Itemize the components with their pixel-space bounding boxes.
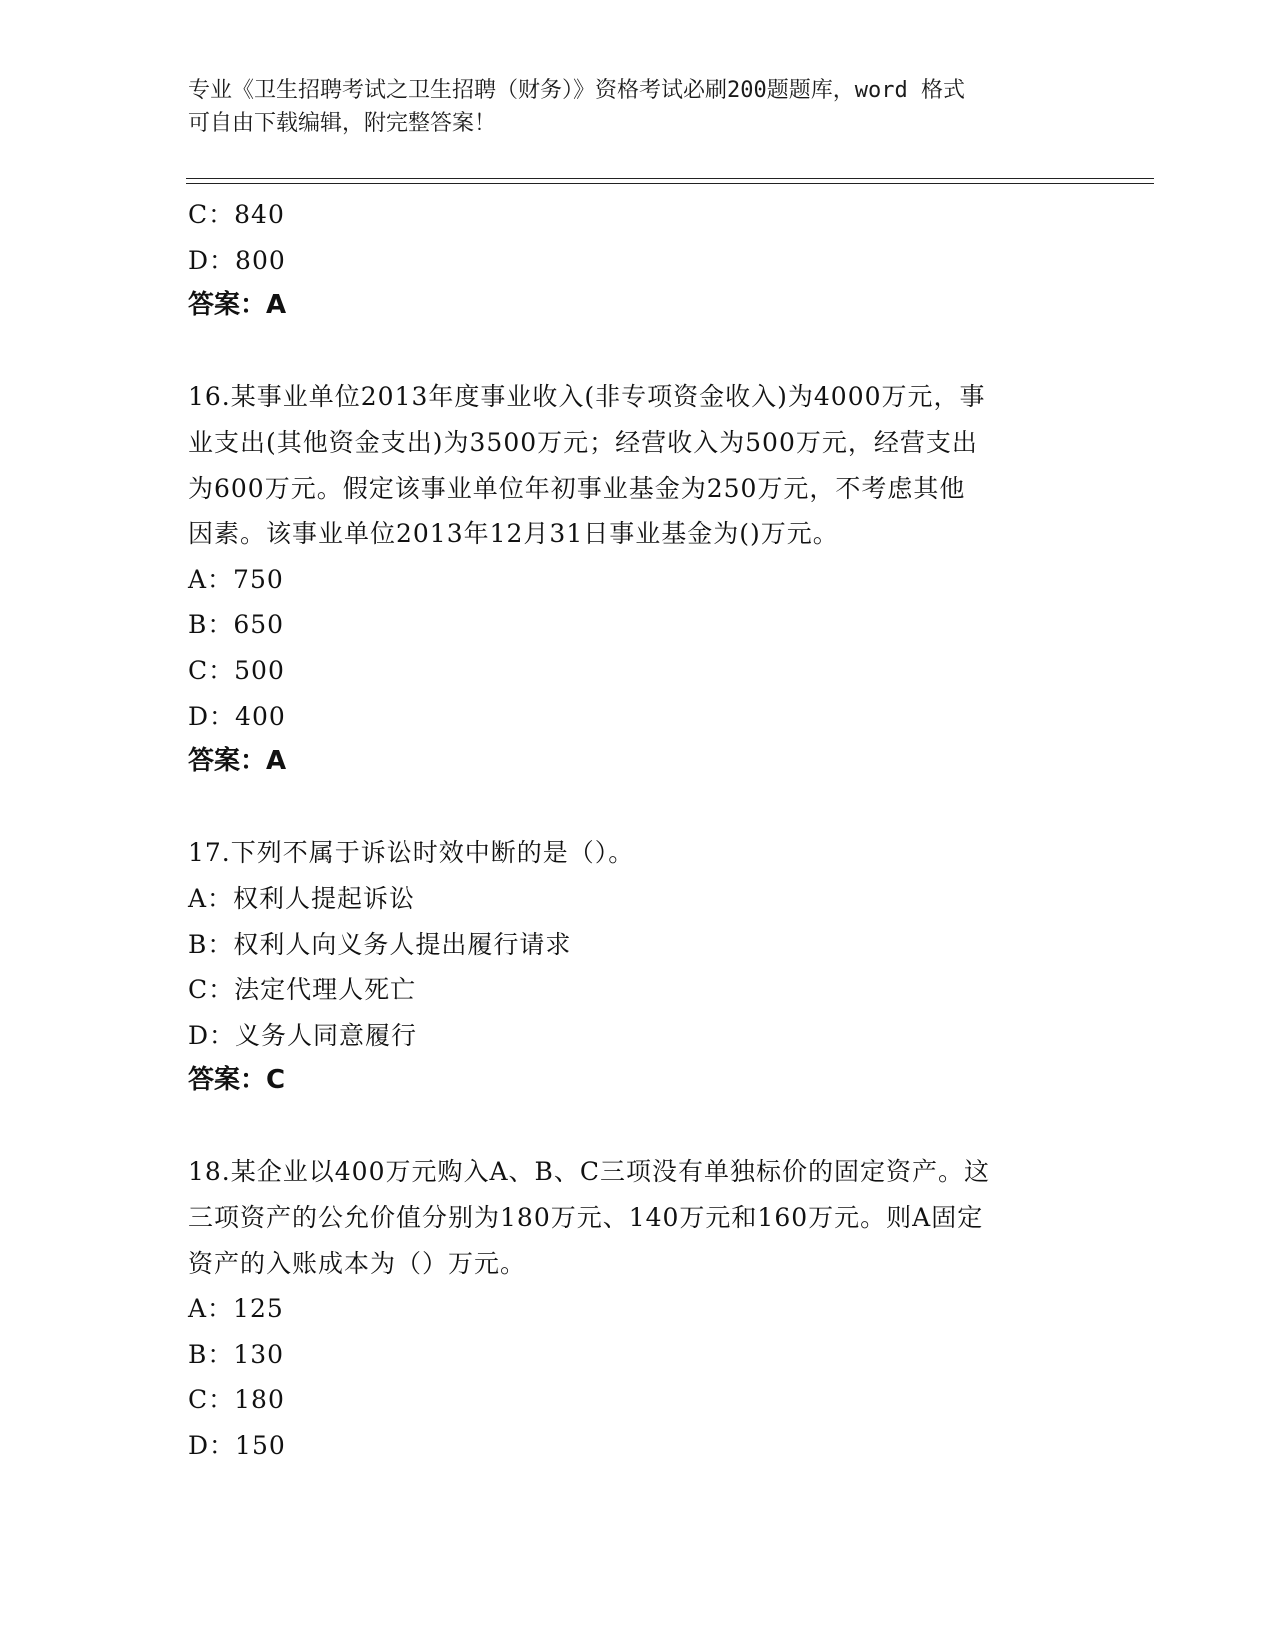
question-15-tail [188, 192, 1088, 329]
spacer [188, 1104, 1088, 1150]
option-b: B：130 [188, 1339, 285, 1369]
option-d: D：义务人同意履行 [188, 1020, 418, 1050]
option-c: C：840 [188, 200, 285, 229]
question-17 [188, 830, 1088, 1104]
document-header [188, 74, 1088, 140]
option-a: A：125 [188, 1294, 284, 1324]
header-divider-top [186, 178, 1154, 179]
question-stem-line: 18.某企业以400万元购入A、B、C三项没有单独标价的固定资产。这 [188, 1157, 991, 1187]
option-d: D：150 [188, 1431, 286, 1461]
spacer [188, 329, 1088, 375]
question-stem-line: 16.某事业单位2013年度事业收入(非专项资金收入)为4000万元，事 [188, 382, 986, 412]
answer-line: 答案：C [188, 1065, 286, 1096]
option-b: B：权利人向义务人提出履行请求 [188, 929, 572, 959]
option-d: D：800 [188, 245, 286, 275]
option-a: A：750 [188, 564, 284, 594]
option-d: D：400 [188, 701, 286, 731]
spacer [188, 785, 1088, 831]
answer-line: 答案：A [188, 746, 287, 777]
question-16 [188, 374, 1088, 784]
option-b: B：650 [188, 610, 285, 640]
header-title-line-2: 可自由下载编辑，附完整答案！ [188, 111, 497, 136]
option-c: C：180 [188, 1385, 285, 1415]
option-a: A：权利人提起诉讼 [188, 883, 416, 913]
option-c: C：法定代理人死亡 [188, 975, 417, 1005]
question-stem-line: 为600万元。假定该事业单位年初事业基金为250万元，不考虑其他 [188, 473, 966, 503]
question-18 [188, 1149, 1088, 1468]
answer-line: 答案：A [188, 290, 287, 321]
question-stem-line: 因素。该事业单位2013年12月31日事业基金为()万元。 [188, 519, 839, 549]
question-stem-line: 17.下列不属于诉讼时效中断的是（）。 [188, 838, 635, 868]
option-c: C：500 [188, 655, 285, 685]
question-stem-line: 三项资产的公允价值分别为180万元、140万元和160万元。则A固定 [188, 1203, 984, 1233]
header-divider-bottom [186, 183, 1154, 184]
question-stem-line: 业支出(其他资金支出)为3500万元；经营收入为500万元，经营支出 [188, 427, 978, 457]
question-list [188, 192, 1088, 1469]
header-title-line-1: 专业《卫生招聘考试之卫生招聘（财务）》资格考试必刷200题题库，word 格式 [188, 78, 965, 103]
question-stem-line: 资产的入账成本为（）万元。 [188, 1248, 527, 1278]
